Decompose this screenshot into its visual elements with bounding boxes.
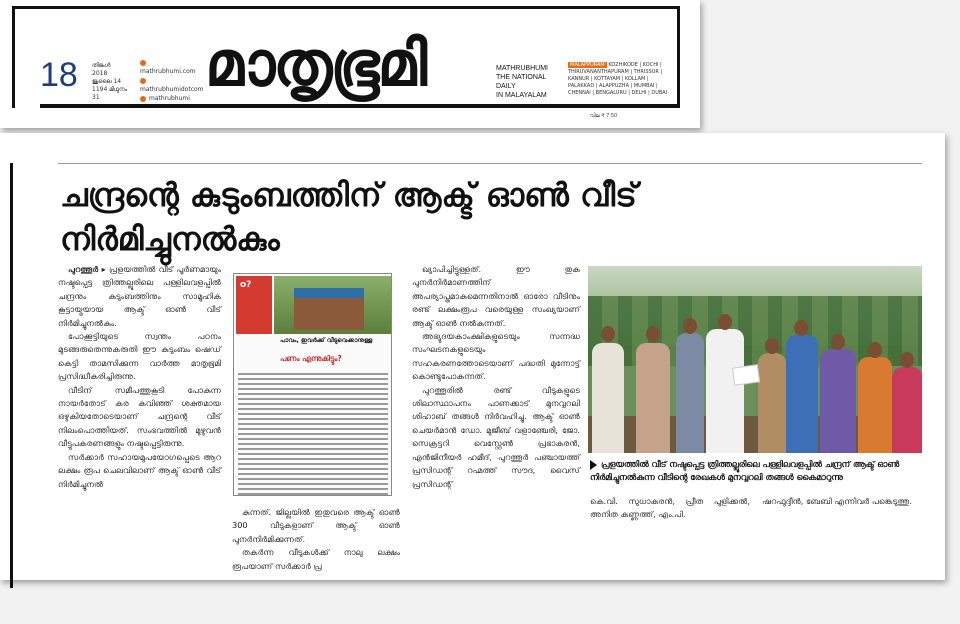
photo-head bbox=[831, 334, 845, 350]
paragraph: പുറത്തൂരിൽ രണ്ട് വീടുകളുടെ ശിലാസ്ഥാപനം പാണക്കാട് മുനവ്വറലി ശിഹാബ് തങ്ങൾ നിർവഹിച്ചു. ആക്ട് ഓൺ ചെയർമാൻ ഡോ. മുജീബ് വളാഞ്ചേരി, ജോ. സെക്രട്ടറി വെസ്റ്റേൺ പ്രഭാകരൻ, എൻജിനീയർ ഹമീദ്, പുറത്തൂർ പഞ്ചായത്ത് പ്രസിഡന്റ് റഹ്മത്ത് സൗദ, വൈസ് പ്രസിഡന്റ് bbox=[412, 384, 580, 489]
edition-names: KOZHIKODE | KOCHI | THIRUVANANTHAPURAM | THRISSUR | KANNUR | KOTTAYAM | KOLLAM | PALAKKAD | ALAPPUZHA | MUMBAI | CHENNAI | BENGALURU | DELHI | DUBAI bbox=[568, 62, 668, 96]
article-column-2 bbox=[232, 506, 400, 573]
paragraph: വീടിന് സമീപത്തുകൂടി പോകുന്ന നായർതോട് കര കവിഞ്ഞ് ശക്തമായ ഒഴുകിയതോടെയാണ് ചന്ദ്രന്റെ വീട് നിലംപൊത്തിയത്. സംഭവത്തിൽ മുഴുവൻ വീട്ടുപകരണങ്ങളും നഷ്ടപ്പെട്ടിരുന്നു. bbox=[58, 384, 221, 449]
masthead-web-links bbox=[140, 58, 204, 103]
tagline-line: MATHRUBHUMI bbox=[496, 65, 548, 72]
paragraph: കുന്നത്. ജില്ലയിൽ ഇതുവരെ ആക്ട് ഓൺ 300 വീടുകളാണ് ആക്ട് ഓൺ പുനർനിർമിക്കുന്നത്. bbox=[232, 507, 400, 544]
twitter-item-label: mathrubhumi bbox=[149, 95, 190, 102]
article-clipping bbox=[0, 133, 945, 580]
masthead-date bbox=[92, 62, 132, 102]
photo-person bbox=[706, 329, 744, 453]
photo-head bbox=[601, 326, 615, 342]
inset-news-clipping bbox=[233, 273, 392, 496]
article-left-rule bbox=[10, 163, 13, 588]
photo-person bbox=[636, 343, 670, 453]
paragraph: ഖ്യാപിച്ചിട്ടുള്ളത്. ഈ തുക പുനർനിർമാണത്തിന് അപര്യാപ്തമാകുമെന്നതിനാൽ ഓരോ വീടിനും രണ്ട് ലക്ഷംരൂപ വരെയുള്ള സംഖ്യയാണ് ആക്ട് ഓൺ നൽകുന്നത്. bbox=[412, 264, 580, 328]
facebook-icon bbox=[140, 78, 146, 84]
facebook-item-label: mathrubhumidotcom bbox=[140, 86, 204, 93]
caption-text: പ്രളയത്തിൽ വീട് നഷ്ടപ്പെട്ട ത്രിത്തല്ലൂരിലെ പള്ളിലവളപ്പിൽ ചന്ദ്രന് ആക്ട് ഓൺ നിർമിച്ചുനൽകുന്ന വീടിന്റെ രേഖകൾ മുനവ്വറലി തങ്ങൾ കൈമാറുന്നു bbox=[590, 459, 900, 482]
photo-head bbox=[794, 320, 808, 336]
inset-headline-small: പാവം, ഇവർക്ക് വീടുവെക്കാനുള്ള bbox=[280, 337, 373, 344]
paragraph: സർക്കാർ സഹായമുപയോഗപ്പെടെ ആറ ലക്ഷം രൂപ ചെലവിലാണ് ആക്ട് ഓൺ വീട് നിർമിച്ചുനൽ bbox=[58, 451, 221, 489]
facebook-item bbox=[140, 76, 204, 94]
photo-head bbox=[765, 338, 779, 354]
date-line: തിങ്കൾ bbox=[92, 62, 111, 69]
photo-head bbox=[718, 314, 732, 330]
article-column-4 bbox=[590, 495, 922, 522]
paragraph: തകർന്ന വീടുകൾക്ക് നാലു ലക്ഷം രൂപയാണ് സർക്കാർ പ്ര bbox=[232, 547, 400, 571]
inset-text-lines bbox=[238, 370, 388, 496]
article-column-3 bbox=[412, 263, 580, 491]
web-icon bbox=[140, 60, 146, 66]
web-item-label: mathrubhumi.com bbox=[140, 68, 196, 75]
article-headline: ചന്ദ്രന്റെ കുടുംബത്തിന് ആക്ട് ഓൺ വീട് നിർമിച്ചുനൽകും bbox=[60, 176, 637, 258]
masthead bbox=[0, 0, 700, 128]
page-number: 18 bbox=[40, 56, 78, 94]
event-photo bbox=[588, 266, 922, 453]
masthead-bottom-rule bbox=[40, 104, 680, 108]
inset-hut-image bbox=[294, 288, 364, 330]
inset-headline-big: പണം എന്നുകിട്ടും? bbox=[280, 354, 342, 363]
date-line: 1194 മിഥുനം 31 bbox=[92, 86, 128, 101]
article-top-line bbox=[58, 163, 922, 164]
photo-person bbox=[676, 333, 704, 453]
masthead-left-rule bbox=[12, 6, 15, 108]
tagline-line: THE NATIONAL DAILY bbox=[496, 74, 547, 90]
date-line: 2018 bbox=[92, 70, 108, 77]
inset-red-tag: o? bbox=[236, 276, 272, 334]
masthead-tagline bbox=[496, 64, 566, 100]
photo-head bbox=[868, 342, 882, 358]
photo-person bbox=[592, 343, 624, 453]
current-edition: MALAPPURAM bbox=[570, 62, 605, 68]
edition-list bbox=[568, 62, 672, 97]
handover-document bbox=[732, 364, 760, 385]
paragraph: കെ.വി. സുധാകരൻ, പ്രീത പുളിക്കൽ, അനിത കണ്ണത്ത്, എം.പി. bbox=[590, 496, 750, 520]
photo-person bbox=[758, 353, 786, 453]
twitter-item bbox=[140, 94, 200, 103]
photo-person bbox=[858, 357, 892, 453]
photo-person bbox=[820, 349, 856, 453]
caption-triangle-icon bbox=[590, 460, 597, 470]
photo-person bbox=[892, 367, 922, 453]
masthead-top-rule bbox=[12, 6, 680, 9]
web-item bbox=[140, 58, 200, 76]
photo-head bbox=[683, 318, 697, 334]
masthead-right-rule bbox=[677, 6, 680, 108]
tagline-line: IN MALAYALAM bbox=[496, 92, 547, 99]
paragraph: അഭ്യുദയകാംക്ഷികളുടെയും സന്നദ്ധ സംഘടനകളുടെയും സഹകരണത്തോടെയാണ് പദ്ധതി മുന്നോട്ട് കൊണ്ടുപോകുന്നത്. bbox=[412, 331, 580, 382]
date-line: ജൂലൈ 14 bbox=[92, 78, 122, 85]
photo-head bbox=[900, 352, 914, 368]
paragraph: പോക്കൂട്ടിയുടെ സ്വന്തം പഠനം മുടങ്ങരുതെന്നുകരുതി ഈ കുടുംബം ഷെഡ് കെട്ടി താമസിക്കുന്ന വാർത്ത മാതൃഭൂമി പ്രസിദ്ധീകരിച്ചിരുന്നു. bbox=[58, 331, 221, 382]
twitter-icon bbox=[140, 96, 146, 102]
masthead-price: വില ₹ 7.50 bbox=[590, 113, 618, 119]
article-column-1 bbox=[58, 263, 221, 563]
paragraph: ഷറഫുദ്ദീൻ, ബേബി എന്നിവർ പങ്കെടുത്തു. bbox=[762, 496, 912, 506]
newspaper-logo: മാതൃഭൂമി bbox=[205, 27, 426, 100]
photo-head bbox=[646, 326, 660, 342]
photo-person bbox=[786, 335, 818, 453]
photo-caption bbox=[590, 458, 922, 484]
dateline: പുറത്തൂർ ▸ bbox=[68, 264, 106, 274]
paragraph: പ്രളയത്തിൽ വീട് പൂർണമായും നഷ്ടപ്പെട്ട ത്രിത്തല്ലൂരിലെ പള്ളിലവളപ്പിൽ ചന്ദ്രനും കുടുംബത്തിനും സാമൂഹിക കൂട്ടായ്മയായ ആക്ട് ഓൺ വീട് നിർമിച്ചുനൽകും. bbox=[58, 264, 222, 328]
